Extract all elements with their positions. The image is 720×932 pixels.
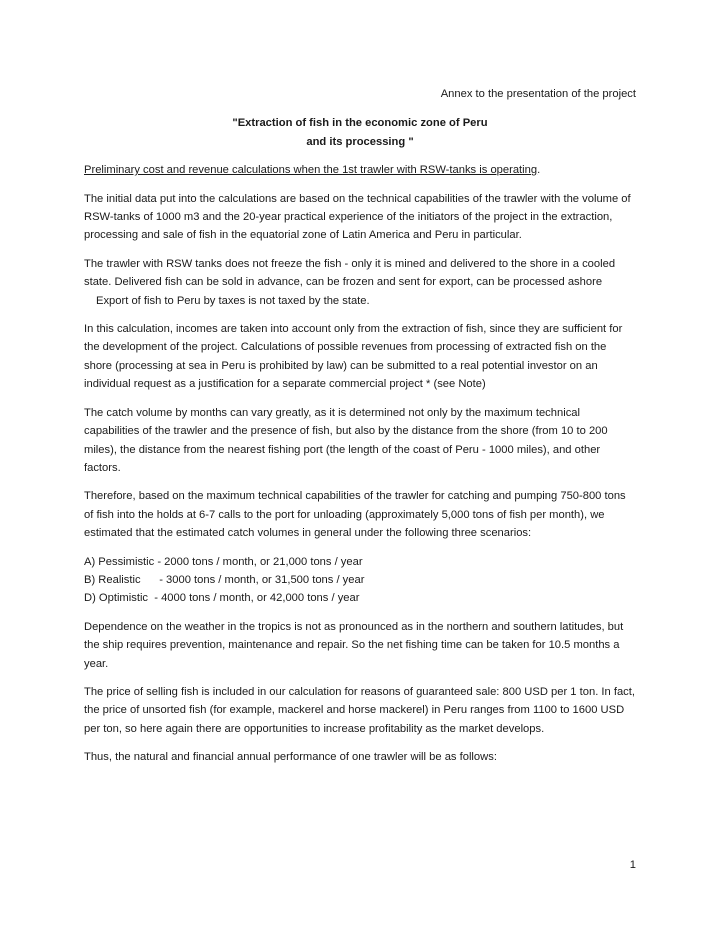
paragraph-export-note: Export of fish to Peru by taxes is not taxed by the state. <box>96 294 370 307</box>
subtitle-text: Preliminary cost and revenue calculations when the 1st trawler with RSW-tanks is operating <box>84 164 538 177</box>
annex-heading: Annex to the presentation of the project <box>440 88 636 100</box>
section-subtitle <box>84 161 636 179</box>
paragraph-rsw-tanks <box>84 255 636 310</box>
paragraph-performance: Thus, the natural and financial annual performance of one trawler will be as follows: <box>84 751 497 764</box>
paragraph-price: The price of selling fish is included in our calculation for reasons of guaranteed sale: 800 USD per 1 ton. In fact, the price of unsorted fish (for example, mackerel and horse mackerel) in Peru ranges from 1100 to 1600 USD per ton, so here again there are opportunities to increase profitability as the market develops. <box>84 685 635 735</box>
subtitle-trailing: . <box>537 164 541 177</box>
paragraph-initial-data: The initial data put into the calculations are based on the technical capabilities of the trawler with the volume of RSW-tanks of 1000 m3 and the 20-year practical experience of the initiators of the project in the extraction, processing and sale of fish in the equatorial zone of Latin America and Peru in particular. <box>84 192 631 242</box>
scenarios-list <box>84 553 636 608</box>
document-title <box>84 114 636 151</box>
paragraph-catch-volume: The catch volume by months can vary greatly, as it is determined not only by the maximum technical capabilities of the trawler and the presence of fish, but also by the distance from the shore (from 10 to 200 miles), the distance from the nearest fishing port (the length of the coast of Peru - 1000 miles), and other factors. <box>84 406 608 474</box>
page-number: 1 <box>629 859 636 871</box>
scenario-pessimistic: A) Pessimistic - 2000 tons / month, or 21,000 tons / year <box>84 555 363 568</box>
title-line-2: and its processing " <box>306 135 414 148</box>
scenario-optimistic: D) Optimistic - 4000 tons / month, or 42,000 tons / year <box>84 592 360 605</box>
paragraph-incomes: In this calculation, incomes are taken into account only from the extraction of fish, since they are sufficient for the development of the project. Calculations of possible revenues from processing of extracted fish on the shore (processing at sea in Peru is prohibited by law) can be submitted to a real potential investor on an individual request as a justification for a separate commercial project * (see Note) <box>84 323 623 391</box>
paragraph-weather: Dependence on the weather in the tropics is not as pronounced as in the northern and southern latitudes, but the ship requires prevention, maintenance and repair. So the net fishing time can be taken for 10.5 months a year. <box>84 620 624 670</box>
title-line-1: "Extraction of fish in the economic zone of Peru <box>232 117 488 130</box>
paragraph-rsw-tanks-text: The trawler with RSW tanks does not freeze the fish - only it is mined and delivered to the shore in a cooled state. Delivered fish can be sold in advance, can be frozen and sent for export, can be processed ashore <box>84 257 616 289</box>
scenario-realistic: B) Realistic - 3000 tons / month, or 31,500 tons / year <box>84 573 365 586</box>
paragraph-scenarios-intro: Therefore, based on the maximum technical capabilities of the trawler for catching and pumping 750-800 tons of fish into the holds at 6-7 calls to the port for unloading (approximately 5,000 tons of fish per month), we estimated that the estimated catch volumes in general under the following three scenarios: <box>84 490 626 540</box>
